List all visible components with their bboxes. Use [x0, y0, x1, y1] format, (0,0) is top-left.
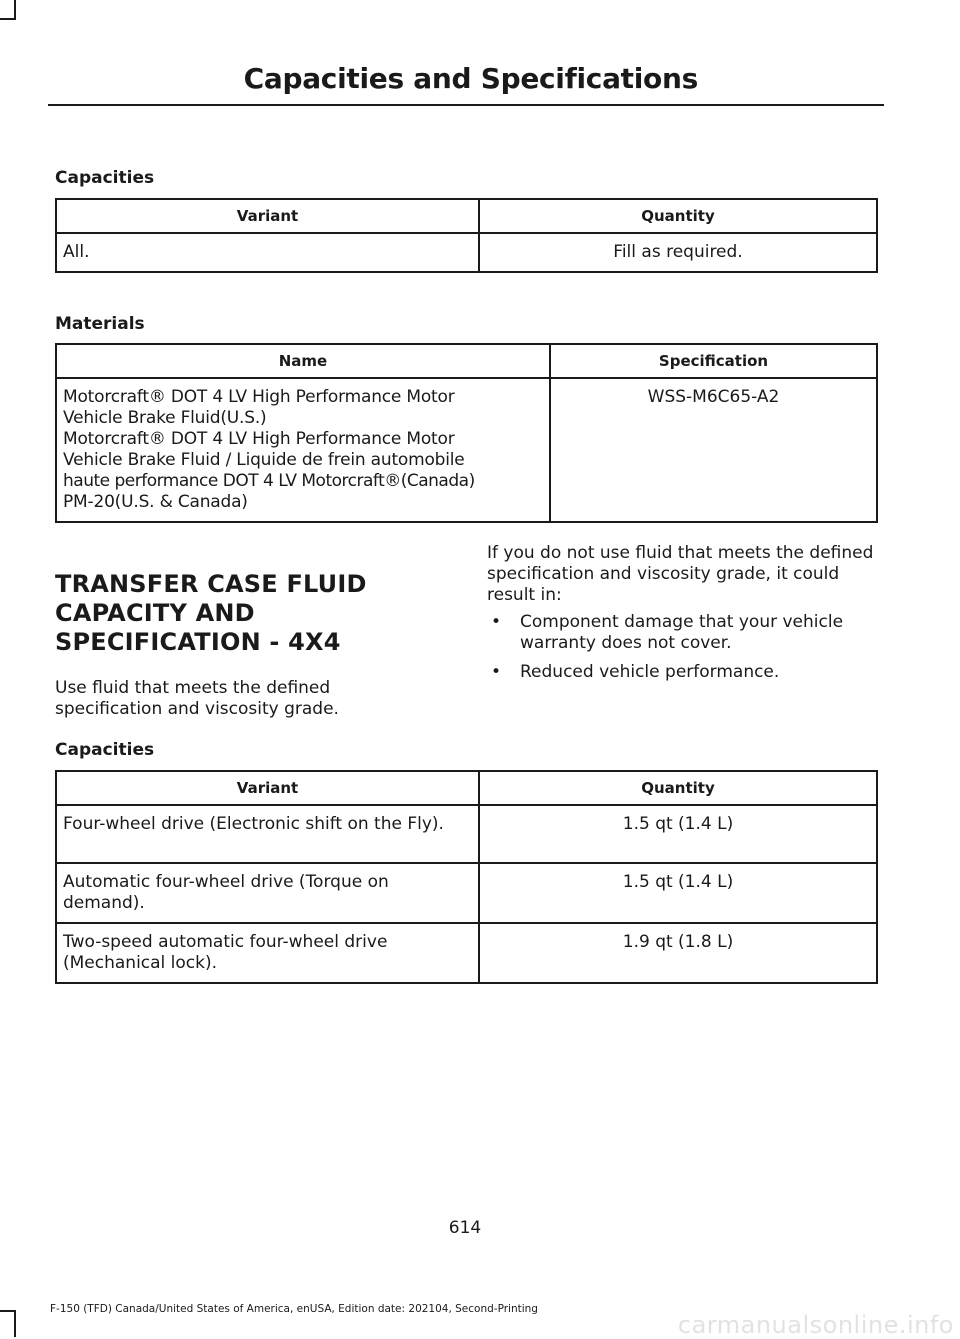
warning-paragraph: If you do not use fluid that meets the defined specification and viscosity grade, it could result in: [487, 543, 874, 605]
table-cell [56, 378, 550, 522]
table-cell: 1.9 qt (1.8 L) [479, 923, 877, 983]
section-title-line: TRANSFER CASE FLUID [55, 570, 367, 598]
intro-paragraph: Use fluid that meets the defined specification and viscosity grade. [55, 678, 339, 719]
list-item [487, 662, 882, 683]
table-cell: 1.5 qt (1.4 L) [479, 805, 877, 863]
material-name-line: Motorcraft® DOT 4 LV High Performance Motor [63, 387, 455, 407]
material-name-line: PM-20(U.S. & Canada) [63, 492, 248, 512]
material-name-line: haute performance DOT 4 LV Motorcraft®(Canada) [63, 471, 475, 491]
list-item-text: Reduced vehicle performance. [520, 662, 780, 682]
column-header: Quantity [479, 771, 877, 805]
table-row [56, 863, 877, 923]
table-cell: Two-speed automatic four-wheel drive (Mechanical lock). [56, 923, 479, 983]
header-divider [48, 104, 884, 106]
table-row [56, 378, 877, 522]
crop-mark [14, 0, 16, 20]
brake-capacities-table [55, 198, 878, 273]
materials-heading: Materials [55, 314, 145, 334]
page-title: Capacities and Specifications [243, 62, 698, 95]
section-title-line: SPECIFICATION - 4X4 [55, 628, 341, 656]
table-header-row [56, 199, 877, 233]
materials-table [55, 343, 878, 523]
table-cell: Four-wheel drive (Electronic shift on the Fly). [56, 805, 479, 863]
table-cell: Fill as required. [479, 233, 877, 272]
watermark: carmanualsonline.info [677, 1311, 954, 1339]
column-header: Name [56, 344, 550, 378]
section-title [55, 570, 435, 657]
table-row [56, 805, 877, 863]
crop-mark [0, 18, 16, 20]
page-number: 614 [448, 1218, 482, 1238]
list-item [487, 612, 882, 654]
table-cell: Automatic four-wheel drive (Torque on demand). [56, 863, 479, 923]
footer-text: F-150 (TFD) Canada/United States of America, enUSA, Edition date: 202104, Second-Printing [50, 1303, 538, 1315]
list-item-text: Component damage that your vehicle warranty does not cover. [520, 612, 844, 653]
column-header: Variant [56, 199, 479, 233]
table-cell: WSS-M6C65-A2 [550, 378, 877, 522]
transfer-capacities-table [55, 770, 878, 984]
column-header: Variant [56, 771, 479, 805]
material-name-line: Motorcraft® DOT 4 LV High Performance Motor [63, 429, 455, 449]
bullet-icon: • [491, 612, 502, 632]
capacities-heading: Capacities [55, 168, 155, 188]
column-header: Quantity [479, 199, 877, 233]
crop-mark [14, 1310, 16, 1337]
capacities-heading: Capacities [55, 740, 155, 760]
bullet-icon: • [491, 662, 502, 682]
table-row [56, 233, 877, 272]
material-name-line: Vehicle Brake Fluid / Liquide de frein automobile [63, 450, 465, 470]
consequence-list [487, 612, 882, 691]
table-cell: 1.5 qt (1.4 L) [479, 863, 877, 923]
table-header-row [56, 344, 877, 378]
table-cell: All. [56, 233, 479, 272]
table-header-row [56, 771, 877, 805]
material-name-line: Vehicle Brake Fluid(U.S.) [63, 408, 267, 428]
column-header: Specification [550, 344, 877, 378]
crop-mark [0, 1310, 16, 1312]
section-title-line: CAPACITY AND [55, 599, 255, 627]
table-row [56, 923, 877, 983]
